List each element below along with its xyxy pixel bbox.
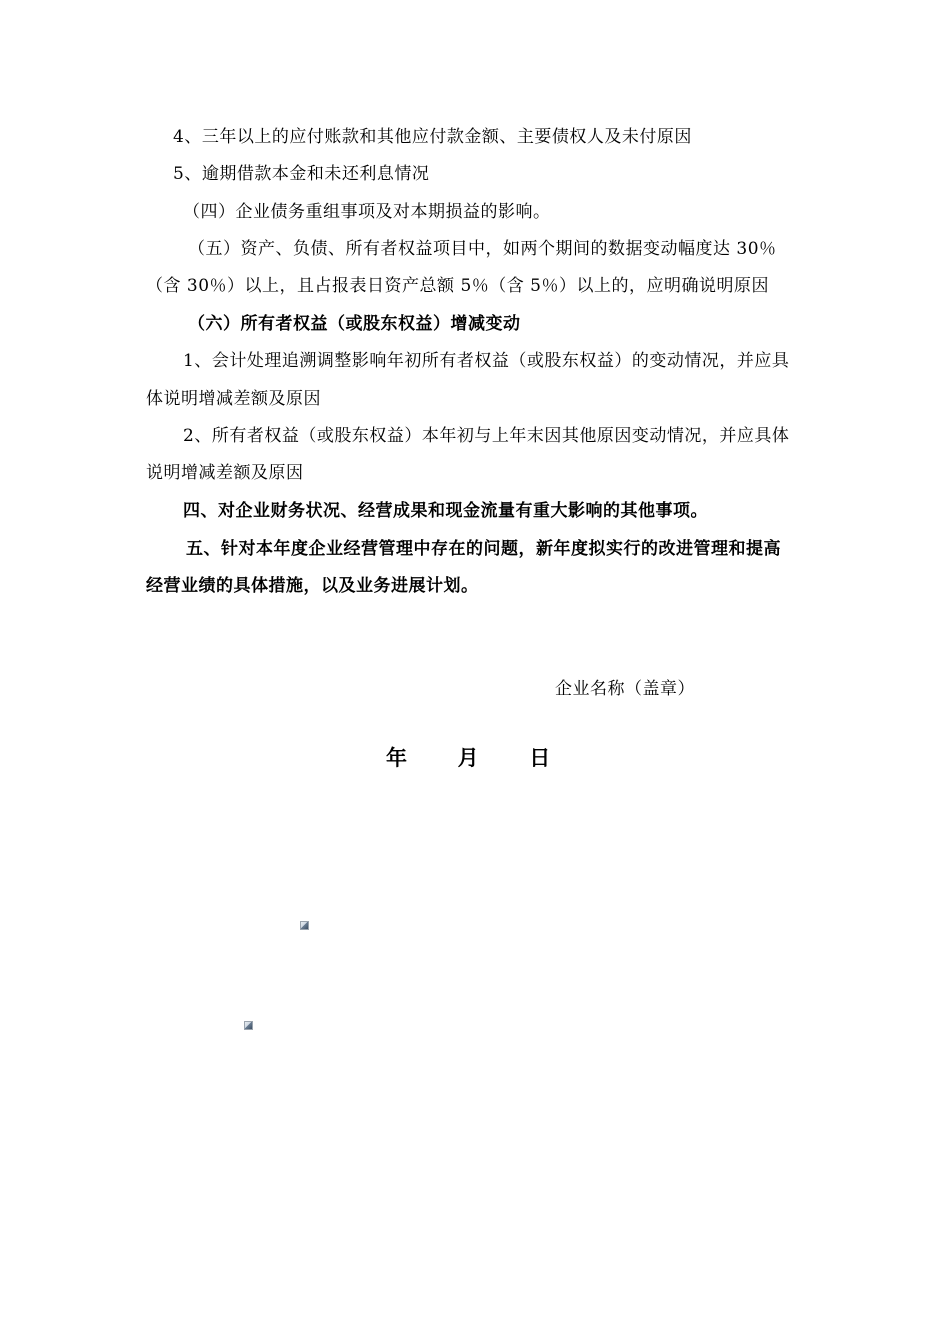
date-month: 月 bbox=[457, 745, 479, 770]
date-year: 年 bbox=[386, 745, 407, 770]
section-heading-four: 四、对企业财务状况、经营成果和现金流量有重大影响的其他事项。 bbox=[183, 501, 708, 521]
company-name-seal-label: 企业名称（盖章） bbox=[555, 679, 695, 699]
paragraph-line-2: 5、逾期借款本金和未还利息情况 bbox=[173, 164, 430, 184]
broken-image-icon bbox=[244, 1021, 253, 1030]
broken-image-icon bbox=[300, 921, 309, 930]
paragraph-line-8: 体说明增减差额及原因 bbox=[146, 389, 321, 409]
section-heading-owners-equity: （六）所有者权益（或股东权益）增减变动 bbox=[188, 314, 521, 334]
section-heading-five-cont: 经营业绩的具体措施，以及业务进展计划。 bbox=[146, 576, 479, 596]
paragraph-line-1: 4、三年以上的应付账款和其他应付款金额、主要债权人及未付原因 bbox=[173, 127, 692, 147]
date-line bbox=[386, 746, 550, 770]
date-day: 日 bbox=[529, 745, 551, 770]
paragraph-line-10: 说明增减差额及原因 bbox=[146, 463, 304, 483]
paragraph-line-4: （五）资产、负债、所有者权益项目中，如两个期间的数据变动幅度达 30％ bbox=[188, 239, 777, 259]
paragraph-line-5: （含 30％）以上，且占报表日资产总额 5％（含 5％）以上的，应明确说明原因 bbox=[146, 276, 769, 296]
paragraph-line-9: 2、所有者权益（或股东权益）本年初与上年末因其他原因变动情况，并应具体 bbox=[183, 426, 790, 446]
paragraph-line-7: 1、会计处理追溯调整影响年初所有者权益（或股东权益）的变动情况，并应具 bbox=[183, 351, 790, 371]
paragraph-line-3: （四）企业债务重组事项及对本期损益的影响。 bbox=[183, 202, 551, 222]
section-heading-five: 五、针对本年度企业经营管理中存在的问题，新年度拟实行的改进管理和提高 bbox=[186, 539, 781, 559]
